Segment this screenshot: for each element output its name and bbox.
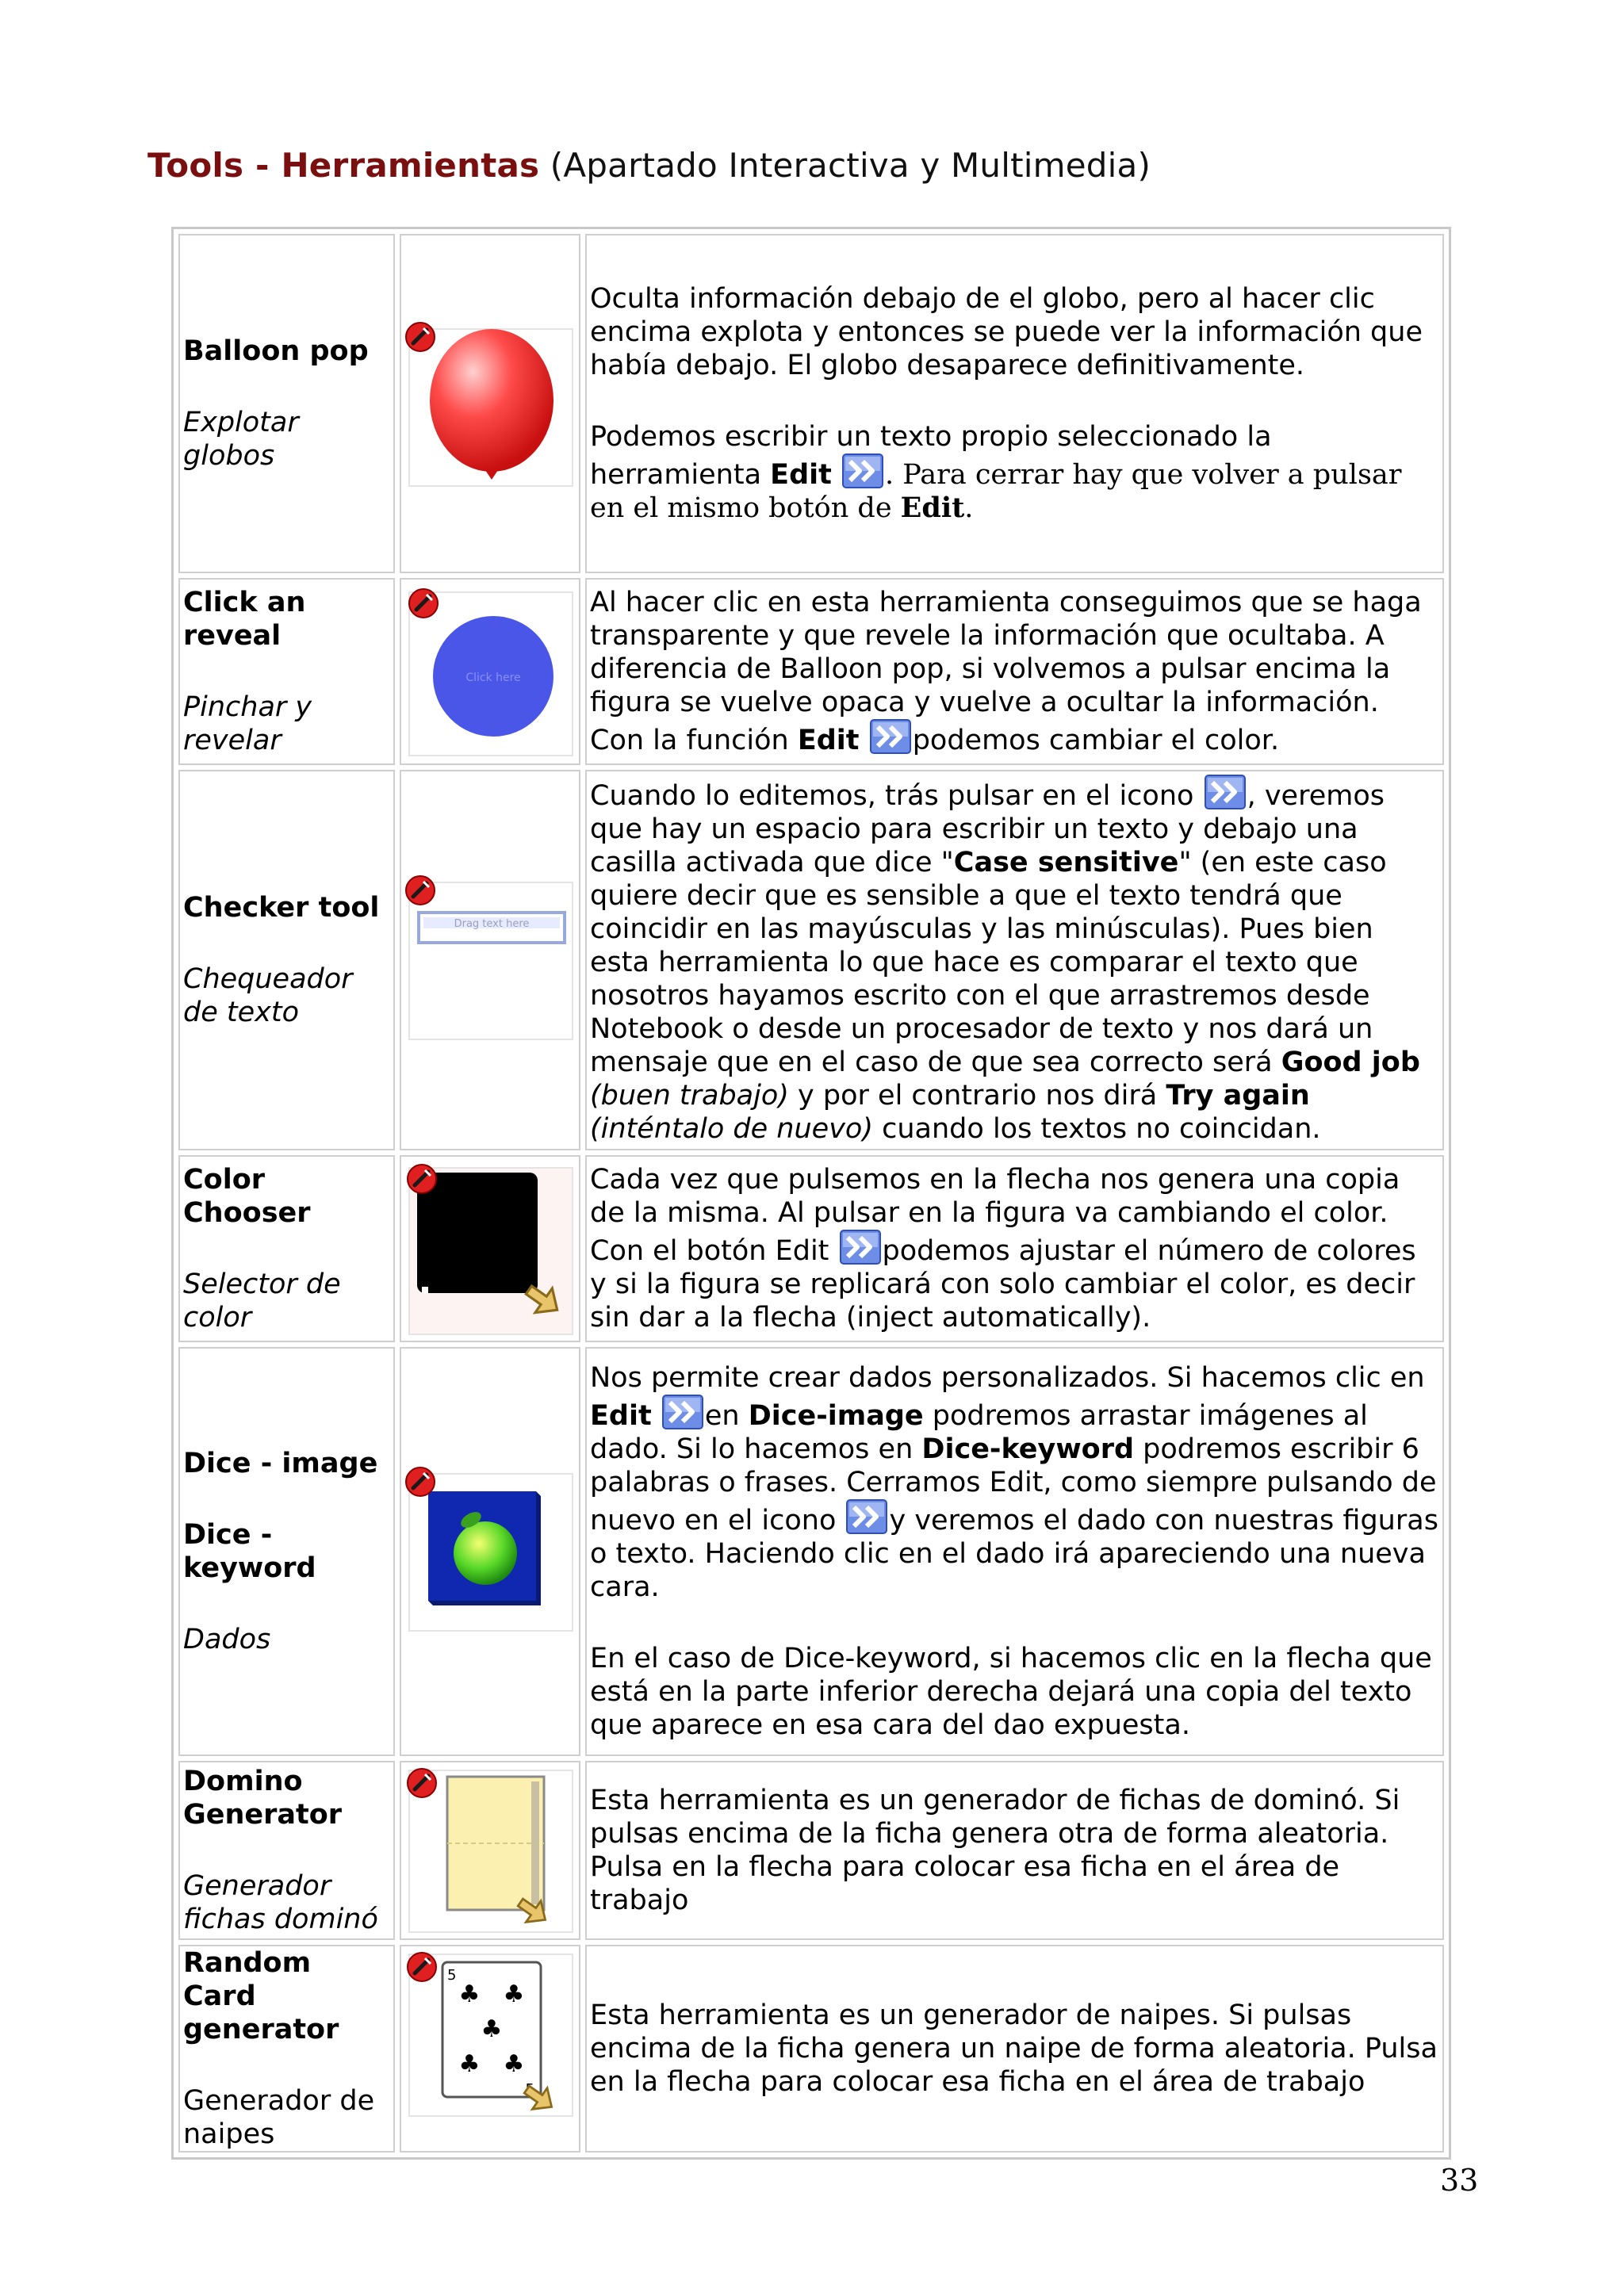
- badge-icon: [408, 1769, 436, 1797]
- description-text: podemos ajustar el número de colores y si la figura se replicará con solo cambiar el color, es decir sin dar a la flecha (inject automatically).: [590, 1235, 1416, 1334]
- description-paragraph: Esta herramienta es un generador de naipes. Si pulsas encima de la ficha genera un naipe de forma aleatoria. Pulsa en la flecha para colocar esa ficha en el área de trabajo: [590, 1999, 1438, 2098]
- badge-icon: [406, 876, 435, 905]
- description-text: cuando los textos no coincidan.: [873, 1113, 1321, 1145]
- description-paragraph: Esta herramienta es un generador de fichas de dominó. Si pulsas encima de la ficha genera otra de forma aleatoria. Pulsa en la flecha para colocar esa ficha en el área de trabajo: [590, 1785, 1400, 1916]
- tool-name-cell: [178, 1347, 395, 1756]
- tool-subtitle: Generador fichas dominó: [183, 1870, 378, 1935]
- description-text: podremos arrastar imágenes al dado. Si lo hacemos en: [590, 1400, 1368, 1465]
- table-row: [178, 1347, 1444, 1756]
- tool-description: [585, 578, 1444, 765]
- tool-description: [585, 234, 1444, 573]
- table-row: [178, 1761, 1444, 1940]
- edit-keyword: Edit: [797, 725, 860, 756]
- description-text: Al hacer clic en esta herramienta conseguimos que se haga transparente y que revele la información que ocultaba. A diferencia de Balloon pop, si volvemos a pulsar encima la figura se vuelve opaca y vuelve a ocultar la información. Con la función: [590, 587, 1422, 756]
- description-paragraph: [590, 775, 1439, 1146]
- tool-name-cell: [178, 234, 395, 573]
- description-text: " (en este caso quiere decir que es sensible a que el texto tendrá que coincidir en las mayúsculas y las minúsculas). Pues bien esta herramienta lo que hace es comparar el texto que nosotros hayamos escrito con el que arrastremos desde Notebook o desde un procesador de texto y nos dará un mensaje que en el caso de que sea correcto será: [590, 847, 1387, 1078]
- tool-image-cell: [400, 1155, 580, 1342]
- tool-subtitle: Chequeador de texto: [183, 963, 353, 1028]
- description-text: (inténtalo de nuevo): [590, 1113, 873, 1145]
- edit-icon: [846, 1499, 887, 1534]
- tool-image-cell: [400, 1761, 580, 1940]
- edit-icon: [840, 1230, 881, 1265]
- color-chooser-image: [404, 1161, 579, 1337]
- description-text: (buen trabajo): [590, 1080, 789, 1112]
- tool-subtitle: Generador de naipes: [183, 2085, 375, 2150]
- description-text: Podemos escribir un texto propio seleccionado la herramienta: [590, 421, 1272, 491]
- description-text: y veremos el dado con nuestras figuras o texto. Haciendo clic en el dado irá apareciendo una nueva cara.: [590, 1505, 1438, 1603]
- tools-table: [171, 227, 1451, 2160]
- description-text: . Para cerrar hay que volver a pulsar en el mismo botón de: [590, 459, 1402, 524]
- club-pip: ♣: [458, 2050, 481, 2078]
- try-again-keyword: Try again: [1166, 1080, 1310, 1112]
- edit-keyword: Edit: [590, 1400, 652, 1432]
- description-text: en: [704, 1400, 749, 1432]
- tool-description: [585, 1945, 1444, 2152]
- tool-subtitle: Selector de color: [183, 1269, 341, 1334]
- tool-image-cell: [400, 1347, 580, 1756]
- badge-icon: [408, 1165, 436, 1193]
- tool-subtitle: Pinchar y revelar: [183, 691, 312, 756]
- domino-image: [404, 1766, 579, 1935]
- tool-description: [585, 770, 1444, 1150]
- page-number: 33: [1440, 2163, 1479, 2198]
- tool-name: Dice - keyword: [183, 1519, 316, 1584]
- description-text: .: [964, 492, 974, 524]
- page-title-rest: (Apartado Interactiva y Multimedia): [539, 146, 1151, 185]
- description-text: Cuando lo editemos, trás pulsar en el icono: [590, 780, 1203, 812]
- page-title: [147, 146, 1151, 185]
- tool-name: Dice - image: [183, 1448, 378, 1479]
- tool-subtitle: Dados: [183, 1624, 271, 1655]
- badge-icon: [406, 323, 435, 351]
- edit-icon: [1205, 775, 1246, 809]
- tool-name-cell: [178, 578, 395, 765]
- page-title-bold: Tools - Herramientas: [147, 146, 540, 185]
- description-paragraph: [590, 1361, 1439, 1604]
- reveal-circle-image: [404, 584, 579, 760]
- tool-subtitle: Explotar globos: [183, 407, 299, 472]
- tool-image-cell: [400, 770, 580, 1150]
- description-paragraph: En el caso de Dice-keyword, si hacemos clic en la flecha que está en la parte inferior derecha dejará una copia del texto que aparece en esa cara del dao expuesta.: [590, 1643, 1432, 1741]
- edit-icon: [662, 1395, 703, 1429]
- table-row: [178, 1155, 1444, 1342]
- dice-image-keyword: Dice-image: [748, 1400, 924, 1432]
- badge-icon: [408, 1953, 436, 1981]
- edit-icon: [842, 453, 883, 488]
- tool-name: Random Card generator: [183, 1947, 339, 2045]
- edit-icon: [870, 719, 911, 754]
- tool-name: Domino Generator: [183, 1766, 343, 1831]
- checker-label: Drag text here: [454, 918, 530, 930]
- tool-name: Click an reveal: [183, 587, 306, 652]
- club-pip: ♣: [458, 1980, 481, 2008]
- card-rank-top: 5: [447, 1967, 457, 1984]
- balloon-image: [404, 321, 579, 488]
- card-image: [404, 1950, 579, 2119]
- description-paragraph: Oculta información debajo de el globo, pero al hacer clic encima explota y entonces se puede ver la información que había debajo. El globo desaparece definitivamente.: [590, 283, 1423, 381]
- tool-description: [585, 1155, 1444, 1342]
- badge-icon: [406, 1468, 435, 1496]
- description-text: Cada vez que pulsemos en la flecha nos genera una copia de la misma. Al pulsar en la figura va cambiando el color. Con el botón Edit: [590, 1164, 1400, 1267]
- edit-keyword: Edit: [770, 459, 832, 491]
- description-paragraph: [590, 586, 1439, 757]
- dice-keyword-keyword: Dice-keyword: [921, 1433, 1135, 1465]
- tool-name-cell: [178, 1945, 395, 2152]
- tool-name: Color Chooser: [183, 1164, 311, 1229]
- tool-image-cell: [400, 1945, 580, 2152]
- table-row: [178, 1945, 1444, 2152]
- tool-image-cell: [400, 234, 580, 573]
- description-text: podremos escribir 6 palabras o frases. Cerramos Edit, como siempre pulsando de nuevo en el icono: [590, 1433, 1437, 1536]
- reveal-label: Click here: [465, 672, 521, 684]
- tool-name: Checker tool: [183, 892, 380, 924]
- case-sensitive-keyword: Case sensitive: [953, 847, 1179, 878]
- table-row: [178, 770, 1444, 1150]
- edit-keyword: Edit: [900, 492, 965, 524]
- club-pip: ♣: [503, 2050, 525, 2078]
- club-pip: ♣: [481, 2015, 503, 2043]
- description-text: Nos permite crear dados personalizados. Si hacemos clic en: [590, 1362, 1425, 1394]
- tool-name-cell: [178, 1155, 395, 1342]
- table-row: [178, 578, 1444, 765]
- description-text: , veremos que hay un espacio para escribir un texto y debajo una casilla activada que dice ": [590, 780, 1385, 878]
- tool-name-cell: [178, 1761, 395, 1940]
- good-job-keyword: Good job: [1281, 1047, 1420, 1078]
- description-paragraph: [590, 420, 1439, 525]
- table-row: [178, 234, 1444, 573]
- tool-name: Balloon pop: [183, 335, 369, 367]
- badge-icon: [409, 589, 438, 618]
- dice-image: [404, 1466, 579, 1632]
- description-text: podemos cambiar el color.: [912, 725, 1280, 756]
- tool-name-cell: [178, 770, 395, 1150]
- checker-image: [404, 874, 579, 1041]
- description-paragraph: [590, 1163, 1439, 1334]
- description-text: y por el contrario nos dirá: [788, 1080, 1166, 1112]
- tool-image-cell: [400, 578, 580, 765]
- tool-description: [585, 1347, 1444, 1756]
- club-pip: ♣: [503, 1980, 525, 2008]
- tool-description: [585, 1761, 1444, 1940]
